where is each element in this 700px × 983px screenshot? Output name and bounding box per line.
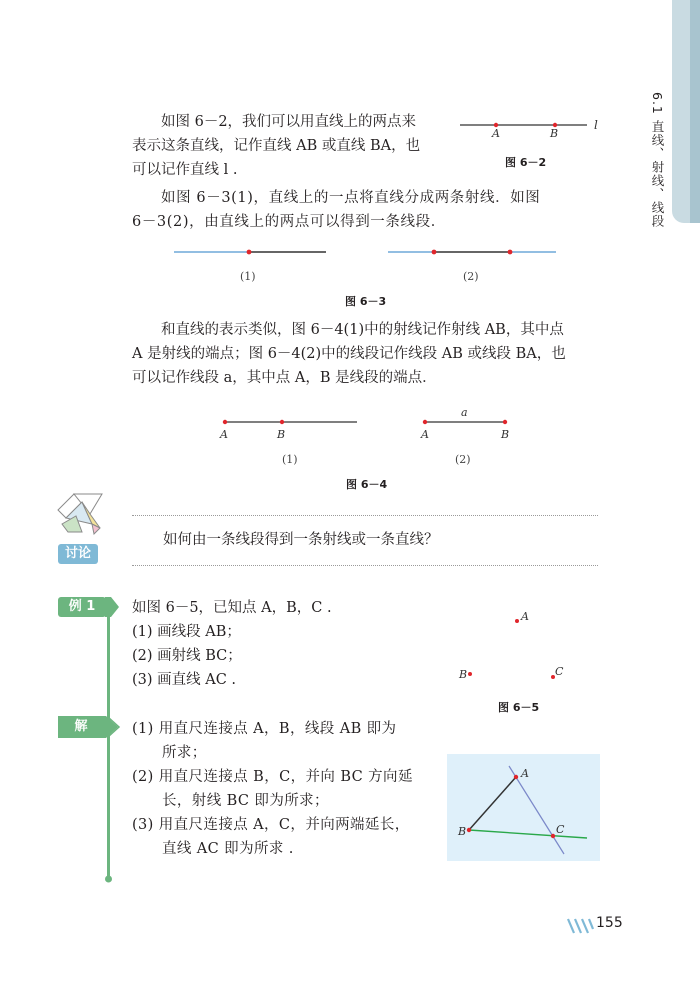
example-text bbox=[132, 596, 332, 692]
example-line: (1) 画线段 AB； bbox=[132, 624, 241, 640]
segment-point-1 bbox=[432, 250, 437, 255]
solution-text bbox=[132, 717, 413, 861]
page-number-hatch-icon bbox=[566, 917, 594, 935]
page-number: 155 bbox=[596, 915, 623, 931]
segment-label-b: B bbox=[501, 428, 510, 441]
example-line: (3) 画直线 AC . bbox=[132, 672, 237, 688]
figure-6-5-label-b: B bbox=[459, 668, 468, 681]
figure-6-3-caption: 图 6－3 bbox=[345, 295, 387, 308]
figure-6-3-lines bbox=[170, 243, 570, 263]
figure-6-3-sub2: (2) bbox=[463, 270, 479, 283]
paragraph-line: 表示这条直线，记作直线 AB 或直线 BA，也 bbox=[132, 138, 421, 154]
paragraph-line: 6－3(2)，由直线上的两点可以得到一条线段． bbox=[132, 214, 446, 230]
paragraph-line: 和直线的表示类似，图 6－4(1)中的射线记作射线 AB，其中点 bbox=[161, 322, 564, 338]
figure-6-4-lines bbox=[215, 413, 525, 433]
ray-label-b: B bbox=[277, 428, 286, 441]
ray-label-a: A bbox=[220, 428, 228, 441]
section-title: 6.1 直线、射线、线段 bbox=[650, 92, 665, 228]
paragraph-line: A 是射线的端点；图 6－4(2)中的线段记作线段 AB 或线段 BA，也 bbox=[132, 346, 566, 362]
solution-label-a: A bbox=[521, 767, 529, 780]
solution-line: (3) 用直尺连接点 A，C，并向两端延长， bbox=[132, 817, 410, 833]
segment-point-2 bbox=[508, 250, 513, 255]
discussion-tag: 讨论 bbox=[58, 544, 98, 564]
example-rule-end-dot bbox=[105, 870, 115, 884]
label-a: A bbox=[492, 127, 500, 140]
figure-6-5-label-c: C bbox=[555, 665, 564, 678]
example-line: (2) 画射线 BC； bbox=[132, 648, 242, 664]
ray-point-b bbox=[280, 420, 284, 424]
solution-line: 直线 AC 即为所求 . bbox=[162, 841, 294, 857]
discussion-top-rule bbox=[132, 515, 598, 516]
figure-6-3-sub1: (1) bbox=[240, 270, 256, 283]
figure-6-4-sub1: (1) bbox=[282, 453, 298, 466]
figure-6-4-caption: 图 6－4 bbox=[346, 478, 388, 491]
point-c bbox=[551, 834, 555, 838]
solution-line: 长，射线 BC 即为所求； bbox=[162, 793, 329, 809]
segment-point-b bbox=[503, 420, 507, 424]
ray-point bbox=[247, 250, 252, 255]
point-a bbox=[515, 619, 519, 623]
point-b bbox=[467, 828, 471, 832]
solution-line: 所求； bbox=[162, 745, 207, 761]
solution-label-b: B bbox=[458, 825, 467, 838]
segment-name: a bbox=[461, 406, 468, 419]
point-a bbox=[514, 775, 518, 779]
discussion-question: 如何由一条线段得到一条射线或一条直线？ bbox=[163, 532, 439, 548]
paragraph-line: 可以记作直线 l . bbox=[132, 162, 238, 178]
example-line: 如图 6－5，已知点 A，B，C . bbox=[132, 600, 332, 616]
solution-line: (2) 用直尺连接点 B，C，并向 BC 方向延 bbox=[132, 769, 413, 785]
example-tag: 例 1 bbox=[58, 597, 106, 617]
chapter-tab bbox=[672, 0, 700, 223]
figure-6-2-caption: 图 6－2 bbox=[505, 156, 547, 169]
segment-point-a bbox=[423, 420, 427, 424]
paragraph-2 bbox=[132, 186, 540, 234]
figure-6-4-sub2: (2) bbox=[455, 453, 471, 466]
discussion-bottom-rule bbox=[132, 565, 598, 566]
solution-label-c: C bbox=[556, 823, 565, 836]
discussion-tangram-icon bbox=[52, 488, 108, 538]
solution-tag: 解 bbox=[74, 719, 88, 734]
paragraph-line: 如图 6－2，我们可以用直线上的两点来 bbox=[161, 114, 417, 130]
label-b: B bbox=[550, 127, 559, 140]
paragraph-line: 如图 6－3(1)，直线上的一点将直线分成两条射线．如图 bbox=[161, 190, 541, 206]
example-rule bbox=[107, 598, 110, 880]
example-arrow-icon bbox=[105, 597, 121, 617]
figure-6-5-label-a: A bbox=[521, 610, 529, 623]
chapter-tab-strip bbox=[690, 0, 700, 223]
paragraph-3 bbox=[132, 318, 566, 390]
figure-6-2-line bbox=[455, 114, 615, 144]
solution-line: (1) 用直尺连接点 A，B，线段 AB 即为 bbox=[132, 721, 397, 737]
point-b bbox=[468, 672, 472, 676]
label-l: l bbox=[594, 118, 598, 132]
ray-point-a bbox=[223, 420, 227, 424]
segment-label-a: A bbox=[421, 428, 429, 441]
paragraph-1 bbox=[132, 110, 420, 182]
figure-6-5-caption: 图 6－5 bbox=[498, 701, 540, 714]
paragraph-line: 可以记作线段 a，其中点 A，B 是线段的端点． bbox=[132, 370, 437, 386]
